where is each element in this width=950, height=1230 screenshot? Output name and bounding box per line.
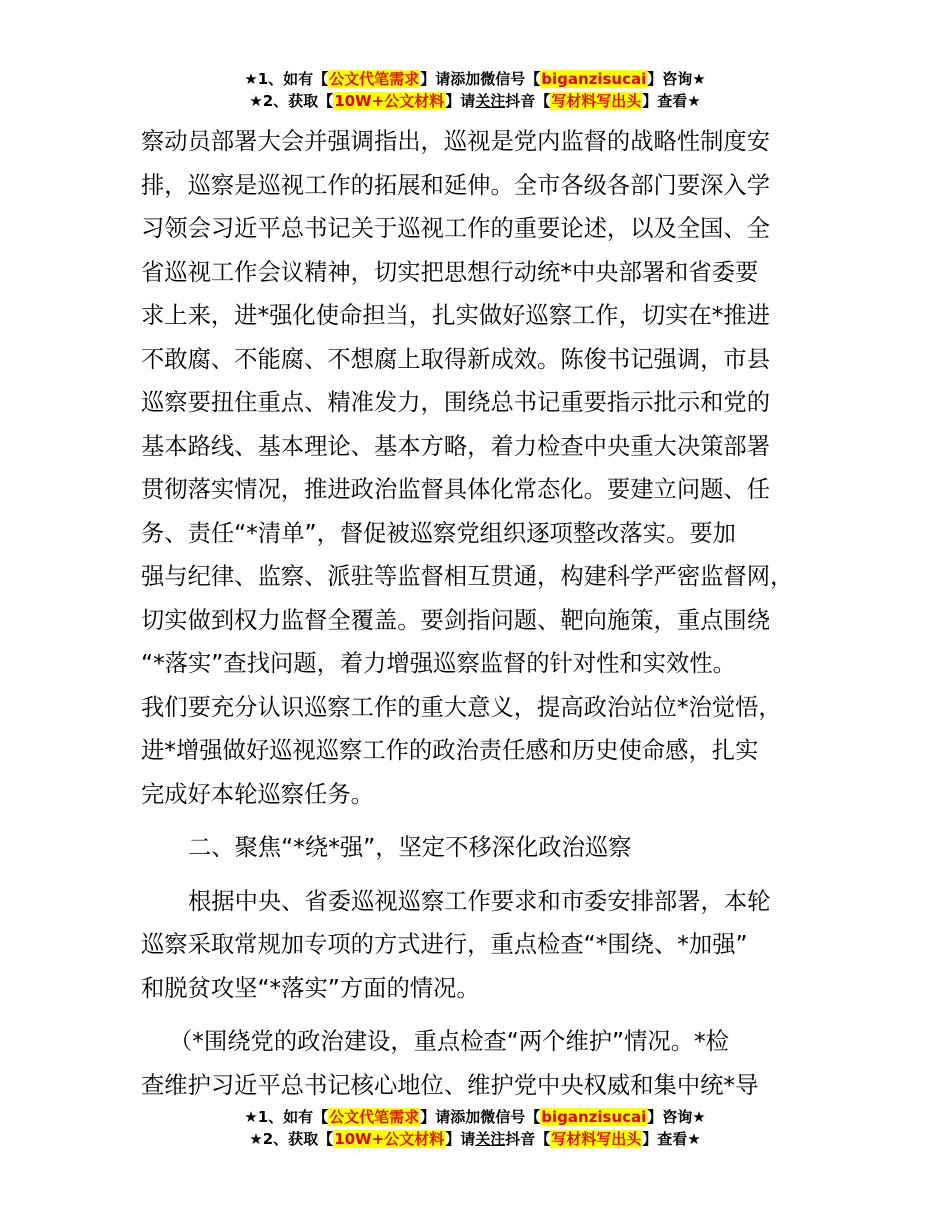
highlight-douyin-account: 写材料写出头 — [551, 92, 642, 110]
paragraph-gap — [141, 870, 831, 880]
underlined-follow: 关注 — [475, 92, 506, 110]
text-line: （*围绕党的政治建设，重点检查“两个维护”情况。*检 — [169, 1028, 729, 1055]
highlight-service: 公文代笔需求 — [329, 1108, 420, 1126]
text-line: 排，巡察是巡视工作的拓展和延伸。全市各级各部门要深入学 — [141, 171, 771, 199]
highlight-douyin-account: 写材料写出头 — [551, 1130, 642, 1148]
text-line: 贯彻落实情况，推进政治监督具体化常态化。要建立问题、任 — [141, 476, 771, 503]
underlined-follow: 关注 — [475, 1130, 506, 1148]
paragraph-gap — [141, 1010, 831, 1020]
text-line: 进*增强做好巡视巡察工作的政治责任感和历史使命感，扎实 — [141, 737, 759, 764]
text-line: 习领会习近平总书记关于巡视工作的重要论述，以及全国、全 — [141, 215, 771, 242]
paragraph-gap — [141, 816, 831, 826]
footer-banner — [0, 1106, 950, 1150]
text-line: “*落实”查找问题，着力增强巡察监督的针对性和实效性。 — [141, 650, 736, 677]
header-banner — [0, 68, 950, 112]
highlight-materials: 10W+公文材料 — [334, 1130, 445, 1148]
text-line: 务、责任“*清单”，督促被巡察党组织逐项整改落实。要加 — [141, 519, 736, 547]
highlight-service: 公文代笔需求 — [329, 70, 420, 88]
highlight-wechat-id: biganzisucai — [541, 70, 647, 88]
text-line: 和脱贫攻坚“*落实”方面的情况。 — [141, 974, 480, 1002]
banner-line-2: ★2、获取【10W+公文材料】请关注抖音【写材料写出头】查看★ — [249, 1130, 701, 1148]
text-line: 求上来，进*强化使命担当，扎实做好巡察工作，切实在*推进 — [141, 302, 771, 329]
text-line: 查维护习近平总书记核心地位、维护党中央权威和集中统*导 — [141, 1071, 759, 1099]
text-line: 巡察采取常规加专项的方式进行，重点检查“*围绕、*加强” — [141, 931, 748, 958]
text-line: 巡察要扭住重点、精准发力，围绕总书记重要指示批示和党的 — [141, 389, 771, 416]
banner-line-1: ★1、如有【公文代笔需求】请添加微信号【biganzisucai】咨询★ — [244, 1108, 706, 1126]
text-line: 基本路线、基本理论、基本方略，着力检查中央重大决策部署 — [141, 432, 771, 460]
text-line: 完成好本轮巡察任务。 — [141, 780, 374, 808]
text-line: 根据中央、省委巡视巡察工作要求和市委安排部署，本轮 — [188, 887, 771, 915]
text-line: 省巡视工作会议精神，切实把思想行动统*中央部署和省委要 — [141, 258, 759, 286]
section-heading: 二、聚焦“*绕*强”，坚定不移深化政治巡察 — [188, 834, 632, 861]
banner-line-1: ★1、如有【公文代笔需求】请添加微信号【biganzisucai】咨询★ — [244, 70, 706, 88]
text-line: 我们要充分认识巡察工作的重大意义，提高政治站位*治觉悟， — [141, 693, 782, 721]
text-line: 察动员部署大会并强调指出，巡视是党内监督的战略性制度安 — [141, 128, 771, 155]
highlight-materials: 10W+公文材料 — [334, 92, 445, 110]
banner-line-2: ★2、获取【10W+公文材料】请关注抖音【写材料写出头】查看★ — [249, 92, 701, 110]
highlight-wechat-id: biganzisucai — [541, 1108, 647, 1126]
text-line: 强与纪律、监察、派驻等监督相互贯通，构建科学严密监督网， — [141, 563, 794, 590]
text-line: 不敢腐、不能腐、不想腐上取得新成效。陈俊书记强调，市县 — [141, 345, 771, 373]
text-line: 切实做到权力监督全覆盖。要剑指问题、靶向施策，重点围绕 — [141, 606, 771, 634]
document-body — [141, 120, 831, 1107]
